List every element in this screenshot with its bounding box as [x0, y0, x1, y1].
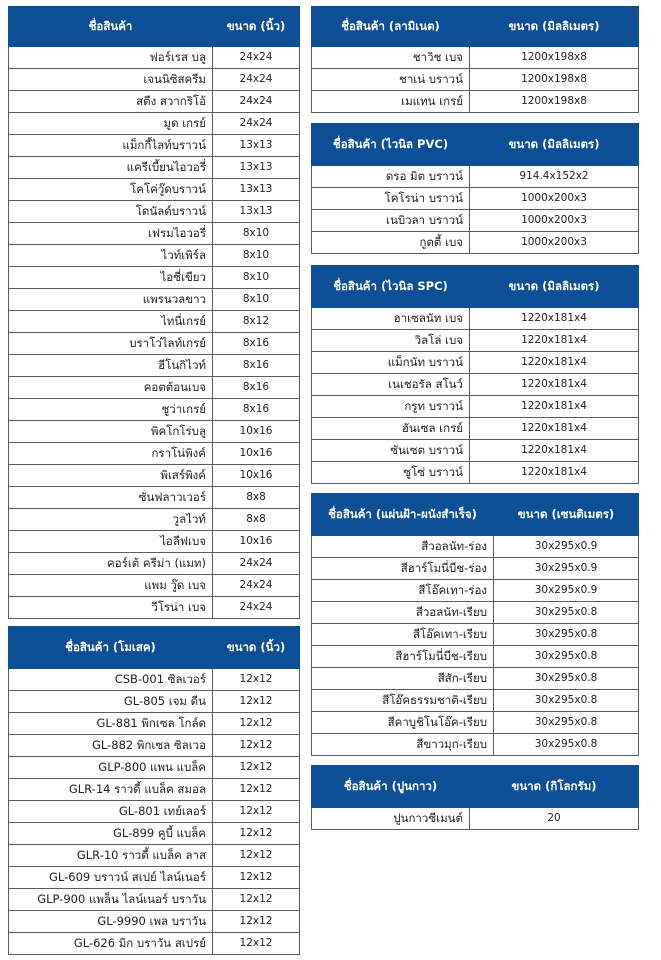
product-size-cell: 8x16	[213, 333, 300, 355]
product-size-cell: 30x295x0.8	[494, 624, 639, 646]
product-size-cell: 8x16	[213, 355, 300, 377]
product-size-cell: 10x16	[213, 421, 300, 443]
vinyl-spc-header-name: ชื่อสินค้า (ไวนิล SPC)	[312, 266, 470, 308]
product-name-cell: สีวอลนัท-ร่อง	[312, 536, 494, 558]
product-size-cell: 1220x181x4	[470, 308, 639, 330]
product-name-cell: GL-9990 เพล บราวัน	[9, 911, 213, 933]
table-row	[312, 536, 639, 558]
product-name-cell: โคโรน่า บราวน์	[312, 188, 470, 210]
table-row	[312, 47, 639, 69]
product-name-cell: กราโน่พิงค์	[9, 443, 213, 465]
table-row	[312, 808, 639, 830]
product-name-cell: ปูนกาวซีเมนต์	[312, 808, 470, 830]
table-row	[312, 374, 639, 396]
product-size-cell: 12x12	[213, 867, 300, 889]
product-size-cell: 1220x181x4	[470, 462, 639, 484]
table-row	[312, 330, 639, 352]
table-row	[9, 713, 300, 735]
product-size-cell: 10x16	[213, 443, 300, 465]
product-size-cell: 8x10	[213, 223, 300, 245]
table-row	[312, 188, 639, 210]
product-size-cell: 914.4x152x2	[470, 166, 639, 188]
grout-header-size: ขนาด (กิโลกรัม)	[470, 766, 639, 808]
product-size-cell: 24x24	[213, 113, 300, 135]
vinyl-spc-table	[311, 265, 639, 484]
product-name-cell: ฮีโนกิไวท์	[9, 355, 213, 377]
table-row	[312, 668, 639, 690]
product-size-cell: 10x16	[213, 465, 300, 487]
product-name-cell: ซูโซ่ บราวน์	[312, 462, 470, 484]
table-row	[9, 135, 300, 157]
table-row	[9, 845, 300, 867]
table-row	[9, 889, 300, 911]
table-row	[9, 69, 300, 91]
product-size-cell: 30x295x0.9	[494, 536, 639, 558]
panels-table	[311, 493, 639, 756]
table-row	[9, 179, 300, 201]
table-row	[312, 558, 639, 580]
product-name-cell: GL-882 พิกเซล ซิลเวอ	[9, 735, 213, 757]
product-size-cell: 1220x181x4	[470, 330, 639, 352]
laminate-table	[311, 6, 639, 113]
product-name-cell: ฟอร์เรส บลู	[9, 47, 213, 69]
product-size-cell: 12x12	[213, 779, 300, 801]
table-row	[9, 289, 300, 311]
product-size-cell: 24x24	[213, 575, 300, 597]
product-name-cell: มูด เกรย์	[9, 113, 213, 135]
product-name-cell: GL-805 เจม ดีน	[9, 691, 213, 713]
grout-header-name: ชื่อสินค้า (ปูนกาว)	[312, 766, 470, 808]
table-row	[9, 575, 300, 597]
table-row	[9, 157, 300, 179]
table-row	[9, 691, 300, 713]
table-row	[9, 399, 300, 421]
product-size-cell: 20	[470, 808, 639, 830]
table-row	[9, 91, 300, 113]
product-size-cell: 30x295x0.8	[494, 734, 639, 756]
table-row	[9, 911, 300, 933]
product-size-cell: 1220x181x4	[470, 352, 639, 374]
product-name-cell: แครีเบี้ยนไอวอรี่	[9, 157, 213, 179]
product-size-cell: 30x295x0.8	[494, 668, 639, 690]
table-row	[312, 624, 639, 646]
product-size-cell: 8x16	[213, 377, 300, 399]
product-name-cell: เฟรมไอวอรี่	[9, 223, 213, 245]
product-size-cell: 8x8	[213, 509, 300, 531]
product-name-cell: เจนนิซิสครีม	[9, 69, 213, 91]
vinyl-pvc-table	[311, 123, 639, 254]
product-size-cell: 12x12	[213, 713, 300, 735]
product-size-cell: 8x10	[213, 245, 300, 267]
table-row	[9, 355, 300, 377]
table-row	[9, 267, 300, 289]
tiles-header-size: ขนาด (นิ้ว)	[213, 7, 300, 47]
product-name-cell: ชูว่าเกรย์	[9, 399, 213, 421]
product-size-cell: 30x295x0.9	[494, 558, 639, 580]
table-row	[9, 867, 300, 889]
product-name-cell: วูลไวท์	[9, 509, 213, 531]
table-row	[312, 352, 639, 374]
product-name-cell: ไวท์เพิร์ล	[9, 245, 213, 267]
table-row	[312, 602, 639, 624]
product-size-cell: 30x295x0.9	[494, 580, 639, 602]
product-name-cell: GL-626 มิก บราวัน สเปรย์	[9, 933, 213, 955]
table-row	[9, 47, 300, 69]
product-size-cell: 24x24	[213, 553, 300, 575]
table-row	[9, 509, 300, 531]
product-name-cell: โคโค่วู๊ดบราวน์	[9, 179, 213, 201]
product-size-cell: 12x12	[213, 735, 300, 757]
product-size-cell: 13x13	[213, 157, 300, 179]
product-name-cell: สีสัก-เรียบ	[312, 668, 494, 690]
table-row	[9, 421, 300, 443]
product-size-cell: 24x24	[213, 47, 300, 69]
table-row	[312, 210, 639, 232]
product-name-cell: แม็กนัท บราวน์	[312, 352, 470, 374]
product-name-cell: ฮันเซล เกรย์	[312, 418, 470, 440]
product-name-cell: สีโอ๊คธรรมชาติ-เรียบ	[312, 690, 494, 712]
product-size-cell: 30x295x0.8	[494, 646, 639, 668]
table-row	[9, 801, 300, 823]
table-row	[312, 91, 639, 113]
mosaic-table	[8, 626, 300, 955]
product-name-cell: สตีง สวากริโอ้	[9, 91, 213, 113]
product-size-cell: 1200x198x8	[470, 91, 639, 113]
product-name-cell: สีโอ๊คเทา-ร่อง	[312, 580, 494, 602]
product-size-cell: 30x295x0.8	[494, 712, 639, 734]
product-size-cell: 1000x200x3	[470, 232, 639, 254]
product-name-cell: ซันเซต บราวน์	[312, 440, 470, 462]
product-size-cell: 1220x181x4	[470, 440, 639, 462]
table-row	[9, 553, 300, 575]
product-name-cell: วิลโล่ เบจ	[312, 330, 470, 352]
product-size-cell: 10x16	[213, 531, 300, 553]
product-name-cell: เนบิวลา บราวน์	[312, 210, 470, 232]
table-row	[9, 311, 300, 333]
tiles-header-name: ชื่อสินค้า	[9, 7, 213, 47]
product-size-cell: 12x12	[213, 801, 300, 823]
table-row	[9, 933, 300, 955]
table-row	[312, 440, 639, 462]
table-row	[9, 757, 300, 779]
product-size-cell: 12x12	[213, 757, 300, 779]
product-size-cell: 24x24	[213, 597, 300, 619]
vinyl-pvc-header-name: ชื่อสินค้า (ไวนิล PVC)	[312, 124, 470, 166]
table-row	[312, 396, 639, 418]
product-size-cell: 13x13	[213, 201, 300, 223]
product-name-cell: สีฮาร์โมนี่บีช-ร่อง	[312, 558, 494, 580]
product-size-cell: 1220x181x4	[470, 418, 639, 440]
laminate-header-size: ขนาด (มิลลิเมตร)	[470, 7, 639, 47]
product-name-cell: พิเสร์พิงค์	[9, 465, 213, 487]
product-size-cell: 1220x181x4	[470, 374, 639, 396]
product-size-cell: 30x295x0.8	[494, 690, 639, 712]
table-row	[9, 377, 300, 399]
table-row	[312, 418, 639, 440]
product-name-cell: พิคโกโร่บลู	[9, 421, 213, 443]
table-row	[9, 823, 300, 845]
product-size-cell: 12x12	[213, 669, 300, 691]
table-row	[312, 712, 639, 734]
table-row	[9, 487, 300, 509]
product-size-cell: 12x12	[213, 889, 300, 911]
product-size-cell: 12x12	[213, 933, 300, 955]
grout-table	[311, 765, 639, 830]
vinyl-pvc-header-size: ขนาด (มิลลิเมตร)	[470, 124, 639, 166]
product-name-cell: GL-899 คูบี้ แบล็ค	[9, 823, 213, 845]
table-row	[9, 333, 300, 355]
product-name-cell: แพม วู๊ด เบจ	[9, 575, 213, 597]
table-row	[312, 580, 639, 602]
mosaic-header-size: ขนาด (นิ้ว)	[213, 627, 300, 669]
product-name-cell: ดรอ มิต บราวน์	[312, 166, 470, 188]
product-size-cell: 8x10	[213, 289, 300, 311]
product-name-cell: GLP-900 แพล็น ไลน์เนอร์ บราวัน	[9, 889, 213, 911]
product-name-cell: CSB-001 ซิลเวอร์	[9, 669, 213, 691]
product-name-cell: โดนัลด์บราวน์	[9, 201, 213, 223]
product-name-cell: บราโว่ไลท์เกรย์	[9, 333, 213, 355]
table-row	[9, 443, 300, 465]
table-row	[9, 223, 300, 245]
product-name-cell: ไอซี่เขียว	[9, 267, 213, 289]
table-row	[312, 166, 639, 188]
product-size-cell: 1000x200x3	[470, 210, 639, 232]
product-size-cell: 30x295x0.8	[494, 602, 639, 624]
table-row	[9, 465, 300, 487]
product-size-cell: 24x24	[213, 91, 300, 113]
product-size-cell: 12x12	[213, 911, 300, 933]
product-size-cell: 12x12	[213, 823, 300, 845]
table-row	[9, 245, 300, 267]
table-row	[9, 531, 300, 553]
table-row	[312, 308, 639, 330]
table-row	[312, 462, 639, 484]
product-size-cell: 8x8	[213, 487, 300, 509]
table-row	[9, 779, 300, 801]
product-size-cell: 8x10	[213, 267, 300, 289]
table-row	[312, 232, 639, 254]
product-size-cell: 24x24	[213, 69, 300, 91]
product-name-cell: สีโอ๊คเทา-เรียบ	[312, 624, 494, 646]
product-name-cell: ไอลีฟเบจ	[9, 531, 213, 553]
vinyl-spc-header-size: ขนาด (มิลลิเมตร)	[470, 266, 639, 308]
table-row	[9, 113, 300, 135]
product-size-cell: 13x13	[213, 179, 300, 201]
product-name-cell: GLP-800 แพน แบล็ค	[9, 757, 213, 779]
product-name-cell: สีฮาร์โมนี่บีช-เรียบ	[312, 646, 494, 668]
product-size-cell: 12x12	[213, 845, 300, 867]
product-size-cell: 13x13	[213, 135, 300, 157]
product-name-cell: แพรนวลขาว	[9, 289, 213, 311]
product-name-cell: GL-609 บราวน์ สเปย์ ไลน์เนอร์	[9, 867, 213, 889]
product-name-cell: GL-801 เทย์เลอร์	[9, 801, 213, 823]
product-size-cell: 1200x198x8	[470, 69, 639, 91]
table-row	[9, 597, 300, 619]
product-name-cell: คอร์เต้ ครีม่า (แมท)	[9, 553, 213, 575]
tiles-table	[8, 6, 300, 619]
product-size-cell: 8x16	[213, 399, 300, 421]
product-size-cell: 1000x200x3	[470, 188, 639, 210]
table-row	[312, 69, 639, 91]
product-name-cell: เมแทน เกรย์	[312, 91, 470, 113]
table-row	[312, 690, 639, 712]
table-row	[312, 646, 639, 668]
product-name-cell: คอตต้อนเบจ	[9, 377, 213, 399]
panels-header-name: ชื่อสินค้า (แผ่นฝ้า-ผนังสำเร็จ)	[312, 494, 494, 536]
table-row	[9, 201, 300, 223]
product-name-cell: เนเชอรัล สโนว์	[312, 374, 470, 396]
product-size-cell: 1200x198x8	[470, 47, 639, 69]
product-name-cell: ชาวิช เบจ	[312, 47, 470, 69]
product-name-cell: กูตตี้ เบจ	[312, 232, 470, 254]
product-name-cell: ไทนี่เกรย์	[9, 311, 213, 333]
product-name-cell: ชาเน่ บราวน์	[312, 69, 470, 91]
product-size-cell: 1220x181x4	[470, 396, 639, 418]
product-name-cell: สีคาบูชิโนโอ๊ค-เรียบ	[312, 712, 494, 734]
product-name-cell: GLR-10 ราวดี้ แบล็ค ลาส	[9, 845, 213, 867]
mosaic-header-name: ชื่อสินค้า (โมเสค)	[9, 627, 213, 669]
product-name-cell: ฮาเซลนัท เบจ	[312, 308, 470, 330]
product-name-cell: แม็กกี้ไลท์บราวน์	[9, 135, 213, 157]
product-name-cell: GLR-14 ราวดี้ แบล็ค สมอล	[9, 779, 213, 801]
table-row	[9, 669, 300, 691]
table-row	[9, 735, 300, 757]
laminate-header-name: ชื่อสินค้า (ลามิเนต)	[312, 7, 470, 47]
product-name-cell: สีวอลนัท-เรียบ	[312, 602, 494, 624]
product-name-cell: กรูท บราวน์	[312, 396, 470, 418]
table-row	[312, 734, 639, 756]
panels-header-size: ขนาด (เซนติเมตร)	[494, 494, 639, 536]
product-name-cell: สีขาวมุก-เรียบ	[312, 734, 494, 756]
product-name-cell: ซันฟลาวเวอร์	[9, 487, 213, 509]
product-name-cell: GL-881 พิกเซล โกล์ด	[9, 713, 213, 735]
product-size-cell: 12x12	[213, 691, 300, 713]
product-name-cell: วีโรน่า เบจ	[9, 597, 213, 619]
product-size-cell: 8x12	[213, 311, 300, 333]
